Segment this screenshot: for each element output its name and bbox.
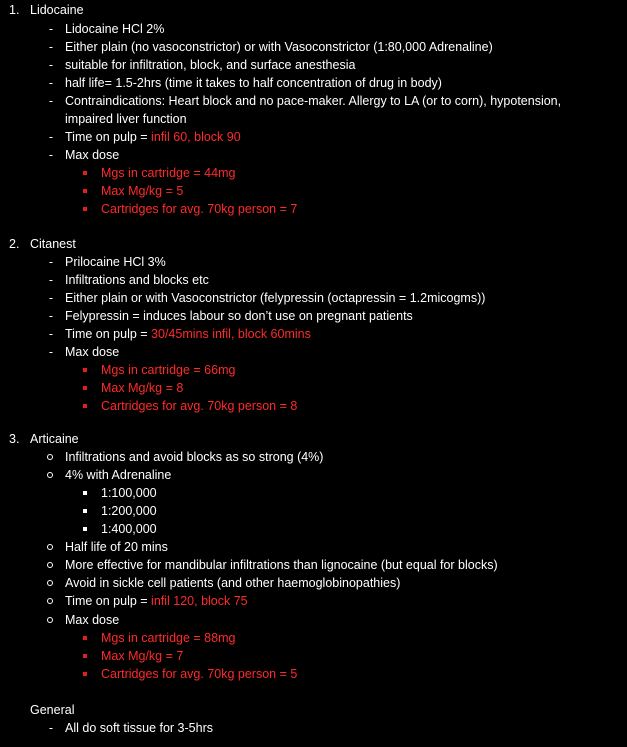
section-title: Lidocaine — [30, 3, 84, 17]
list-item: - Either plain or with Vasoconstrictor (felypressin (octapressin = 1.2micogms)) — [0, 289, 627, 307]
dash-bullet: - — [48, 94, 54, 108]
pulp-label: Time on pulp = — [65, 594, 152, 608]
max-dose-subitem: Mgs in cartridge = 66mg — [0, 361, 627, 379]
circle-bullet — [47, 562, 53, 568]
pulp-time-item — [0, 592, 627, 610]
section-title: General — [30, 703, 75, 717]
section-title: Articaine — [30, 432, 79, 446]
ratio-subitem: 1:100,000 — [0, 484, 627, 502]
square-bullet — [83, 509, 87, 513]
list-item: 4% with Adrenaline — [0, 466, 627, 484]
max-dose-label: Max dose — [65, 613, 120, 627]
general-heading — [0, 701, 627, 719]
pulp-time-item — [0, 325, 627, 343]
section-number: 2. — [9, 237, 20, 251]
dash-bullet: - — [48, 76, 54, 90]
pulp-value: infil 120, block 75 — [151, 594, 248, 608]
max-dose-subitem: Mgs in cartridge = 88mg — [0, 629, 627, 647]
pulp-label: Time on pulp = — [65, 130, 152, 144]
ratio-subitem: 1:400,000 — [0, 520, 627, 538]
circle-bullet — [47, 617, 53, 623]
section-number: 1. — [9, 3, 20, 17]
dash-bullet: - — [48, 309, 54, 323]
list-item: - Felypressin = induces labour so don’t use on pregnant patients — [0, 307, 627, 325]
section-1-heading — [0, 1, 627, 19]
section-3-heading — [0, 430, 627, 448]
pulp-time-item — [0, 128, 627, 146]
list-item: - suitable for infiltration, block, and surface anesthesia — [0, 56, 627, 74]
square-bullet — [83, 368, 87, 372]
dash-bullet: - — [48, 58, 54, 72]
pulp-label: Time on pulp = — [65, 327, 152, 341]
max-dose-subitem: Max Mg/kg = 8 — [0, 379, 627, 397]
square-bullet — [83, 491, 87, 495]
square-bullet — [83, 527, 87, 531]
list-item: More effective for mandibular infiltrations than lignocaine (but equal for blocks) — [0, 556, 627, 574]
max-dose-subitem: Max Mg/kg = 5 — [0, 182, 627, 200]
square-bullet — [83, 654, 87, 658]
circle-bullet — [47, 598, 53, 604]
max-dose-item — [0, 146, 627, 164]
pulp-value: 30/45mins infil, block 60mins — [151, 327, 311, 341]
list-item: Avoid in sickle cell patients (and other haemoglobinopathies) — [0, 574, 627, 592]
circle-bullet — [47, 580, 53, 586]
list-item-continuation: impaired liver function — [65, 112, 187, 126]
dash-bullet: - — [48, 148, 54, 162]
dash-bullet: - — [48, 130, 54, 144]
max-dose-item — [0, 343, 627, 361]
max-dose-label: Max dose — [65, 148, 120, 162]
square-bullet — [83, 386, 87, 390]
list-item: - Infiltrations and blocks etc — [0, 271, 627, 289]
dash-bullet: - — [48, 345, 54, 359]
max-dose-label: Max dose — [65, 345, 120, 359]
circle-bullet — [47, 472, 53, 478]
circle-bullet — [47, 544, 53, 550]
dash-bullet: - — [48, 721, 54, 735]
list-item: Infiltrations and avoid blocks as so strong (4%) — [0, 448, 627, 466]
section-number: 3. — [9, 432, 20, 446]
max-dose-subitem: Max Mg/kg = 7 — [0, 647, 627, 665]
dash-bullet: - — [48, 273, 54, 287]
dash-bullet: - — [48, 327, 54, 341]
max-dose-item — [0, 611, 627, 629]
dash-bullet: - — [48, 291, 54, 305]
max-dose-subitem: Cartridges for avg. 70kg person = 8 — [0, 397, 627, 415]
list-item: - Lidocaine HCl 2% — [0, 20, 627, 38]
square-bullet — [83, 207, 87, 211]
pulp-value: infil 60, block 90 — [151, 130, 241, 144]
list-item: Half life of 20 mins — [0, 538, 627, 556]
max-dose-subitem: Cartridges for avg. 70kg person = 5 — [0, 665, 627, 683]
dash-bullet: - — [48, 22, 54, 36]
square-bullet — [83, 189, 87, 193]
list-item: - Prilocaine HCl 3% — [0, 253, 627, 271]
list-item: - half life= 1.5-2hrs (time it takes to half concentration of drug in body) — [0, 74, 627, 92]
max-dose-subitem: Mgs in cartridge = 44mg — [0, 164, 627, 182]
ratio-subitem: 1:200,000 — [0, 502, 627, 520]
circle-bullet — [47, 454, 53, 460]
max-dose-subitem: Cartridges for avg. 70kg person = 7 — [0, 200, 627, 218]
list-item: - Contraindications: Heart block and no pace-maker. Allergy to LA (or to corn), hypotension, — [0, 92, 627, 110]
list-item: - Either plain (no vasoconstrictor) or with Vasoconstrictor (1:80,000 Adrenaline) — [0, 38, 627, 56]
section-2-heading — [0, 235, 627, 253]
square-bullet — [83, 672, 87, 676]
square-bullet — [83, 636, 87, 640]
section-title: Citanest — [30, 237, 76, 251]
square-bullet — [83, 404, 87, 408]
dash-bullet: - — [48, 40, 54, 54]
list-item: - All do soft tissue for 3-5hrs — [0, 719, 627, 737]
square-bullet — [83, 171, 87, 175]
dash-bullet: - — [48, 255, 54, 269]
